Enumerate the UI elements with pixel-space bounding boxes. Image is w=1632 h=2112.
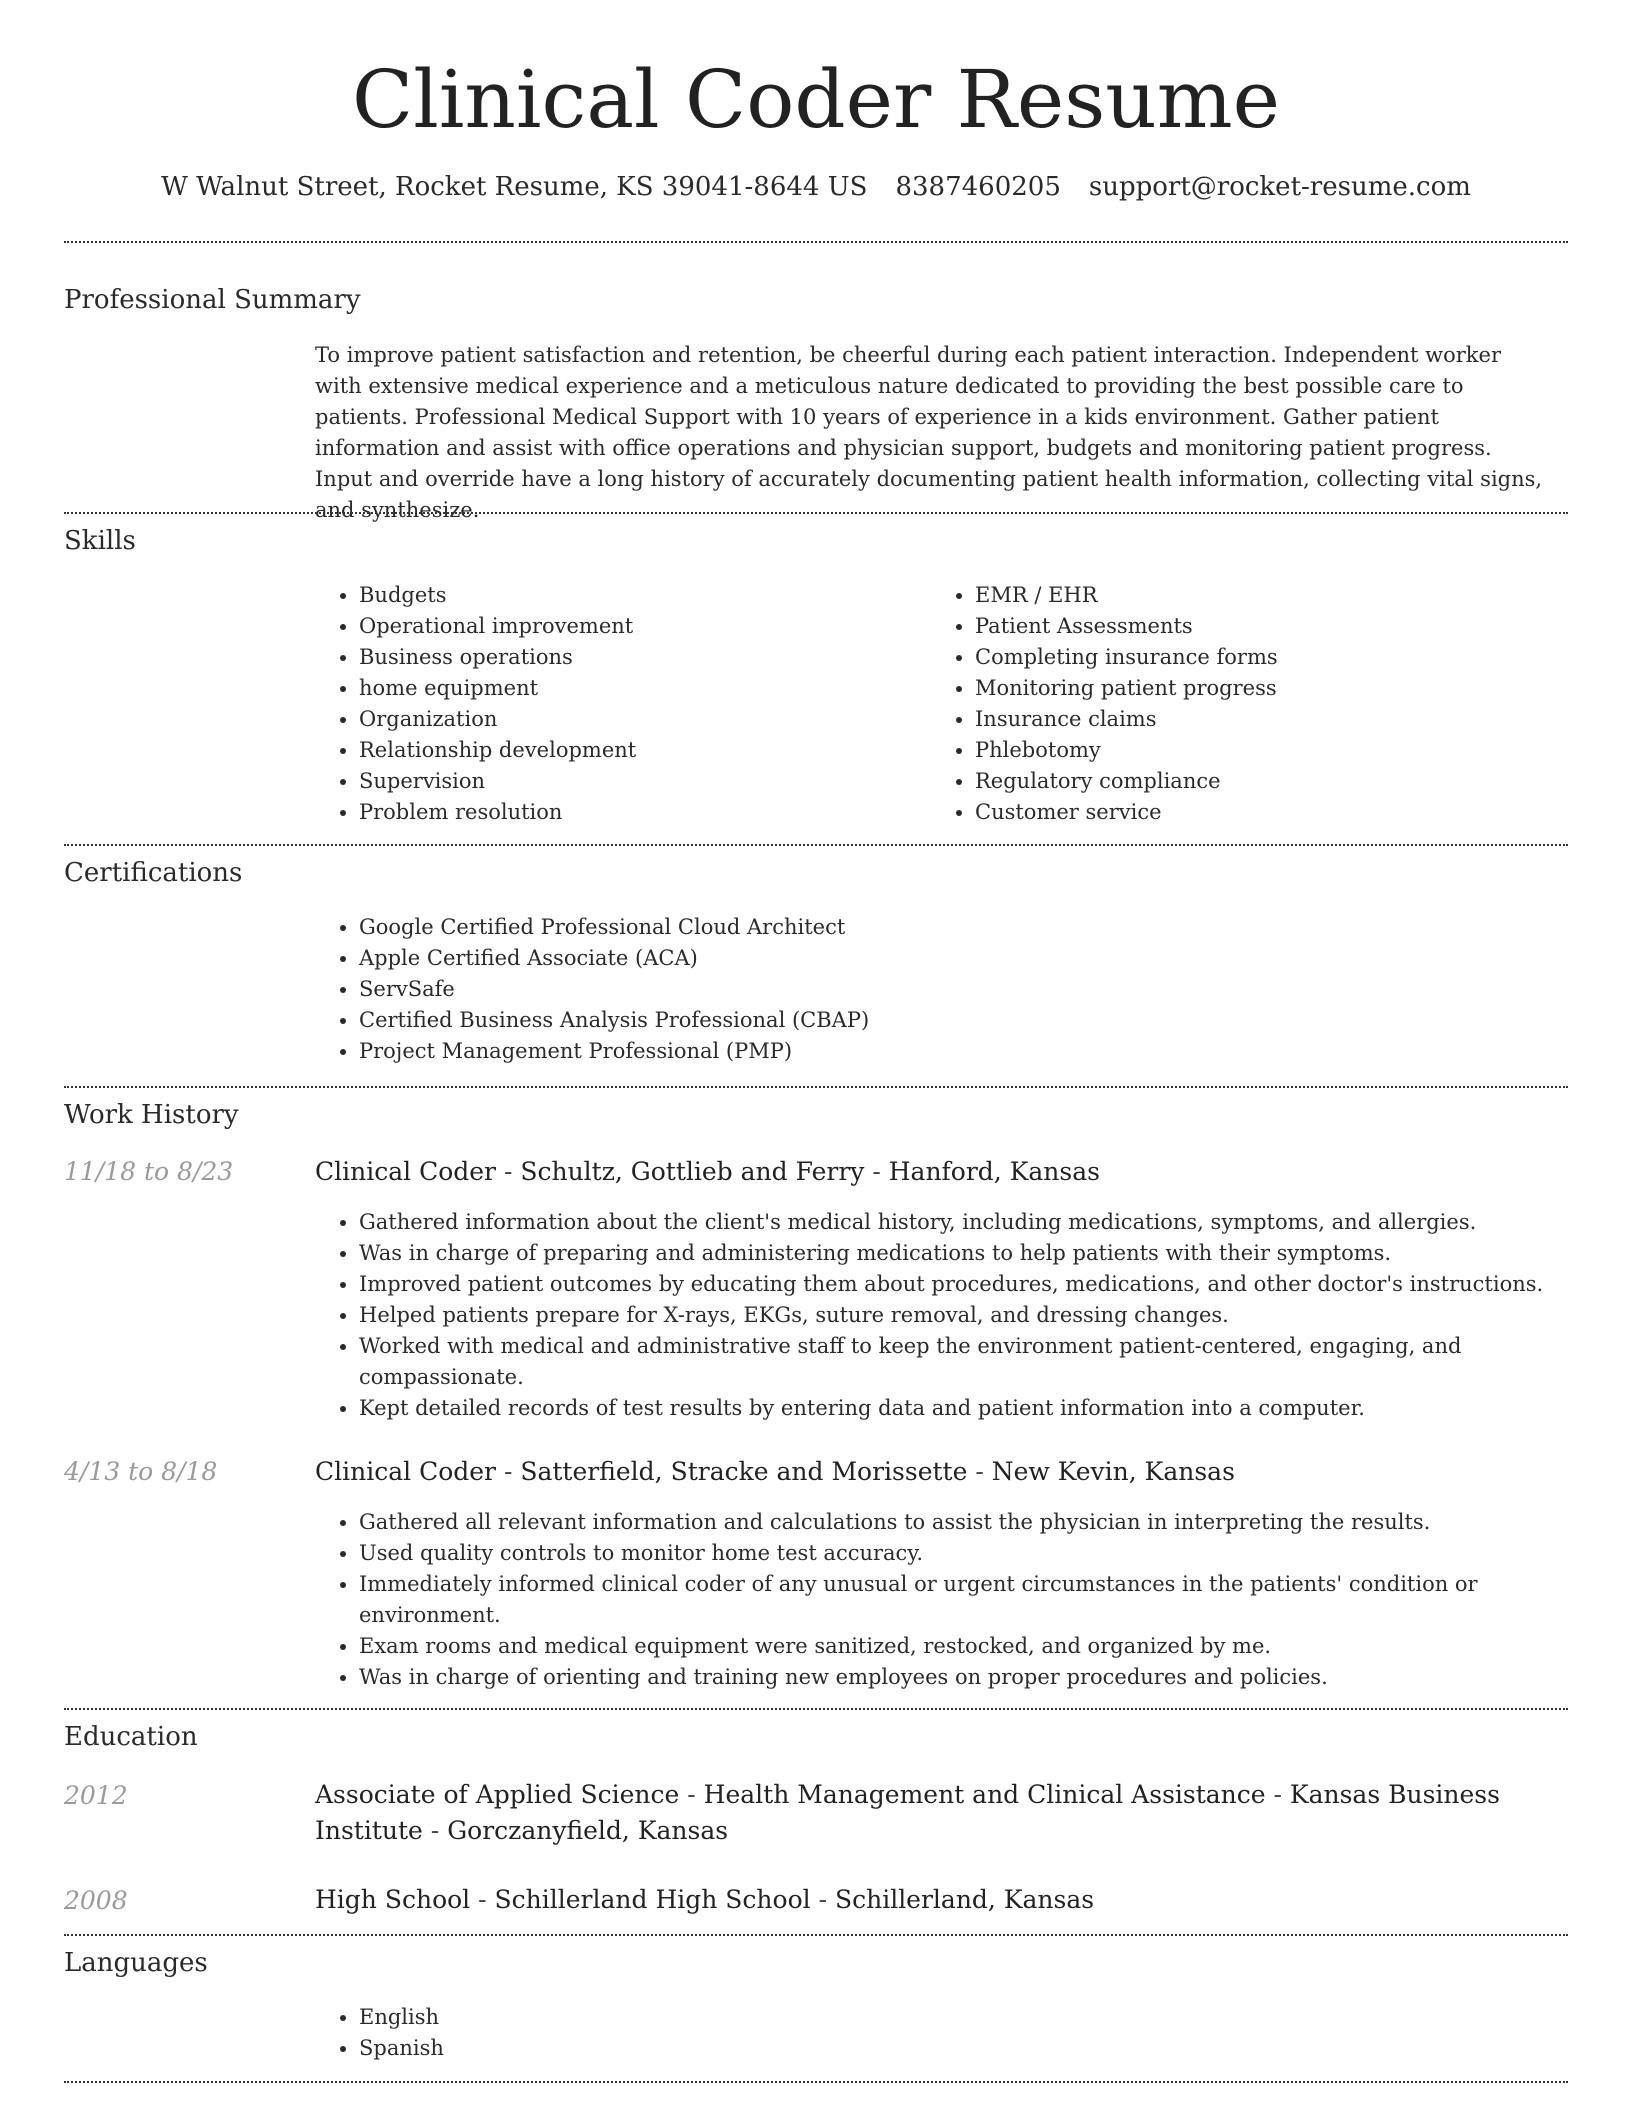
job-duties-list [315,1507,1539,1693]
education-location: Schillerland, Kansas [834,1885,1095,1914]
skill-item: • Budgets [359,580,919,611]
summary-heading: Professional Summary [64,285,361,315]
skill-item: • Operational improvement [359,611,919,642]
work-heading: Work History [64,1100,239,1130]
title-separator: - [864,1157,889,1186]
job-location: Hanford, Kansas [888,1157,1100,1186]
skill-item: • EMR / EHR [975,580,1575,611]
certification-item: • Apple Certified Associate (ACA) [359,943,1559,974]
education-degree: High School [315,1885,471,1914]
job-employer: Schultz, Gottlieb and Ferry [520,1157,865,1186]
certification-item: • Certified Business Analysis Professional (CBAP) [359,1005,1559,1036]
title-separator: - [1265,1780,1290,1809]
title-separator: - [967,1457,992,1486]
skill-item: • Relationship development [359,735,919,766]
job-role: Clinical Coder [315,1157,496,1186]
section-divider [64,241,1568,243]
skill-item: • Completing insurance forms [975,642,1575,673]
contact-line [0,170,1632,204]
job-duty: • Gathered all relevant information and calculations to assist the physician in interpreting the results. [359,1507,1539,1538]
languages-list [315,2002,959,2064]
skill-item: • Supervision [359,766,919,797]
certifications-list [315,912,1559,1067]
title-separator: - [496,1457,521,1486]
job-duty: • Was in charge of preparing and administering medications to help patients with their symptoms. [359,1238,1569,1269]
job-dates: 11/18 to 8/23 [64,1157,234,1186]
job-duty: • Used quality controls to monitor home test accuracy. [359,1538,1539,1569]
job-dates: 4/13 to 8/18 [64,1457,218,1486]
job-duty: • Gathered information about the client's medical history, including medications, symptoms, and allergies. [359,1207,1569,1238]
skill-item: • Organization [359,704,919,735]
skill-item: • Problem resolution [359,797,919,828]
skill-item: • Monitoring patient progress [975,673,1575,704]
skill-item: • Business operations [359,642,919,673]
summary-text: To improve patient satisfaction and retention, be cheerful during each patient interaction. Independent worker with extensive medical experience and a meticulous nature dedicated to providing the best possible care to patients. Professional Medical Support with 10 years of experience in a kids environment. Gather patient information and assist with office operations and physician support, budgets and monitoring patient progress. Input and override have a long history of accurately documenting patient health information, collecting vital signs, and synthesize. [315,343,1543,522]
job-duty: • Exam rooms and medical equipment were sanitized, restocked, and organized by me. [359,1631,1539,1662]
section-divider [64,512,1568,514]
section-divider [64,1708,1568,1710]
job-title [315,1154,1565,1190]
education-title [315,1777,1565,1849]
resume-title: Clinical Coder Resume [352,53,1280,146]
contact-email[interactable]: support@rocket-resume.com [1088,172,1471,202]
skills-list-right [931,580,1575,828]
certification-item: • ServSafe [359,974,1559,1005]
job-duty: • Was in charge of orienting and training new employees on proper procedures and policies. [359,1662,1539,1693]
certifications-heading: Certifications [64,858,243,888]
title-separator: - [470,1885,495,1914]
job-employer: Satterfield, Stracke and Morissette [520,1457,968,1486]
section-divider [64,2081,1568,2083]
certification-item: • Project Management Professional (PMP) [359,1036,1559,1067]
education-field: Health Management and Clinical Assistance [703,1780,1266,1809]
job-duty: • Immediately informed clinical coder of any unusual or urgent circumstances in the patients' condition or environment. [359,1569,1539,1631]
section-divider [64,1934,1568,1936]
skill-item: • Regulatory compliance [975,766,1575,797]
education-school: Kansas Business Institute [315,1780,1500,1845]
section-divider [64,844,1568,846]
languages-heading: Languages [64,1948,208,1978]
education-year: 2008 [64,1886,128,1915]
job-role: Clinical Coder [315,1457,496,1486]
skill-item: • Insurance claims [975,704,1575,735]
skill-item: • Phlebotomy [975,735,1575,766]
job-location: New Kevin, Kansas [991,1457,1235,1486]
education-heading: Education [64,1722,198,1752]
contact-address: W Walnut Street, Rocket Resume, KS 39041-8644 US [161,172,868,202]
certification-item: • Google Certified Professional Cloud Architect [359,912,1559,943]
skill-item: • home equipment [359,673,919,704]
job-duty: • Helped patients prepare for X-rays, EKGs, suture removal, and dressing changes. [359,1300,1569,1331]
language-item: • English [359,2002,959,2033]
title-separator: - [422,1816,448,1845]
education-location: Gorczanyfield, Kansas [447,1816,729,1845]
title-separator: - [496,1157,521,1186]
education-title [315,1882,1565,1918]
skills-heading: Skills [64,526,136,556]
title-separator: - [810,1885,835,1914]
skill-item: • Customer service [975,797,1575,828]
job-duty: • Kept detailed records of test results by entering data and patient information into a computer. [359,1393,1569,1424]
job-duty: • Worked with medical and administrative staff to keep the environment patient-centered, engaging, and compassionate. [359,1331,1569,1393]
title-separator: - [679,1780,704,1809]
job-duty: • Improved patient outcomes by educating them about procedures, medications, and other doctor's instructions. [359,1269,1569,1300]
skills-list-left [315,580,919,828]
language-item: • Spanish [359,2033,959,2064]
education-school: Schillerland High School [494,1885,811,1914]
job-duties-list [315,1207,1569,1424]
contact-phone[interactable]: 8387460205 [895,172,1061,202]
skill-item: • Patient Assessments [975,611,1575,642]
job-title [315,1454,1565,1490]
education-degree: Associate of Applied Science [315,1780,680,1809]
section-divider [64,1086,1568,1088]
education-year: 2012 [64,1781,128,1810]
